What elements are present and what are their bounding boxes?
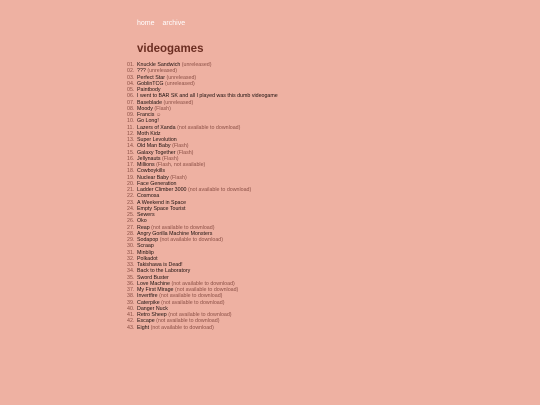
game-link[interactable]: Millions	[137, 162, 155, 168]
game-link[interactable]: I went to BAR SK and all I played was this dumb videogame	[137, 93, 278, 100]
game-link[interactable]: Go Long!	[137, 118, 159, 125]
item-number: 33.	[127, 262, 135, 268]
game-link[interactable]: Scraap	[137, 243, 154, 250]
game-link[interactable]: Reap	[137, 224, 150, 231]
game-link[interactable]: Caterpike	[137, 299, 160, 306]
item-number: 06.	[127, 93, 135, 100]
game-link[interactable]: Love Machine	[137, 280, 170, 287]
game-link[interactable]: Francis	[137, 112, 155, 118]
game-link[interactable]: Galaxy Together	[137, 149, 176, 156]
game-link[interactable]: Escape	[137, 318, 155, 325]
game-note: (Flash)	[176, 149, 194, 156]
item-number: 13.	[127, 137, 135, 143]
nav-link-archive[interactable]: archive	[162, 20, 186, 27]
item-number: 03.	[127, 74, 135, 81]
game-link[interactable]: Paintbody	[137, 87, 161, 93]
game-link[interactable]: Nuclear Baby	[137, 174, 169, 181]
game-link[interactable]: Face Generation	[137, 180, 177, 187]
item-number: 37.	[127, 287, 135, 293]
item-number: 22.	[127, 193, 135, 200]
item-number: 19.	[127, 174, 135, 181]
item-number: 43.	[127, 324, 135, 331]
game-note: (unreleased)	[163, 99, 194, 106]
item-number: 09.	[127, 112, 135, 118]
game-note: (not available to download)	[151, 224, 215, 231]
item-number: 34.	[127, 268, 135, 275]
item-number: 04.	[127, 80, 135, 87]
item-number: 35.	[127, 274, 135, 281]
game-link[interactable]: Lazers of Xanda	[137, 124, 176, 131]
item-number: 36.	[127, 280, 135, 287]
item-number: 41.	[127, 312, 135, 318]
game-link[interactable]: Danger Nuck	[137, 305, 168, 312]
game-list	[127, 62, 278, 331]
game-link[interactable]: Polkadot	[137, 255, 158, 262]
item-number: 25.	[127, 212, 135, 218]
item-number: 39.	[127, 299, 135, 306]
game-note: (Flash)	[162, 155, 179, 162]
game-note: (unreleased)	[181, 62, 212, 68]
item-number: 32.	[127, 255, 135, 262]
item-number: 07.	[127, 99, 135, 106]
game-note: (Flash, not available)	[156, 162, 206, 168]
game-link[interactable]: Sword Buster	[137, 274, 169, 281]
list-item	[127, 325, 278, 331]
game-link[interactable]: Moth Kidz	[137, 130, 161, 137]
item-number: 05.	[127, 87, 135, 93]
game-link[interactable]: Invertfire	[137, 293, 158, 300]
game-link[interactable]: Super Levolution	[137, 137, 177, 143]
game-link[interactable]: Moody	[137, 105, 153, 112]
item-number: 01.	[127, 62, 135, 68]
game-link[interactable]: Oko	[137, 218, 147, 225]
item-number: 20.	[127, 180, 135, 187]
game-note: (not available to download)	[161, 299, 225, 306]
game-link[interactable]: Jellynauts	[137, 155, 161, 162]
item-number: 08.	[127, 105, 135, 112]
game-note: (unreleased)	[164, 80, 195, 87]
game-note: (not available to download)	[159, 237, 224, 243]
game-note: (Flash)	[154, 105, 171, 112]
item-number: 10.	[127, 118, 135, 125]
item-number: 31.	[127, 249, 135, 256]
game-link[interactable]: Knuckle Sandwich	[137, 62, 181, 68]
game-note: (unreleased)	[147, 68, 178, 75]
item-number: 15.	[127, 149, 135, 156]
item-number: 11.	[127, 124, 134, 131]
game-note: (not available to download)	[187, 187, 252, 193]
item-number: 38.	[127, 293, 135, 300]
item-number: 26.	[127, 218, 135, 225]
game-link[interactable]: Old Man Baby	[137, 143, 171, 150]
game-link[interactable]: GoblinTCG	[137, 80, 164, 87]
nav-link-home[interactable]: home	[137, 20, 155, 27]
item-number: 14.	[127, 143, 135, 150]
game-link[interactable]: Cosmosa	[137, 193, 160, 200]
item-number: 18.	[127, 168, 135, 175]
game-link[interactable]: Cowboykills	[137, 168, 165, 175]
page-title: videogames	[137, 43, 204, 55]
item-number: 16.	[127, 155, 135, 162]
item-number: 24.	[127, 205, 135, 212]
item-number: 17.	[127, 162, 135, 168]
game-note: ☺	[155, 112, 162, 118]
item-number: 42.	[127, 318, 135, 325]
game-note: (not available to download)	[159, 293, 223, 300]
game-note: (unreleased)	[166, 74, 197, 81]
game-link[interactable]: Baseblade	[137, 99, 163, 106]
item-number: 02.	[127, 68, 135, 75]
item-number: 29.	[127, 237, 135, 243]
game-link[interactable]: A Weekend in Space	[137, 199, 187, 206]
game-link[interactable]: My First Mirage	[137, 287, 174, 293]
top-nav	[137, 19, 185, 28]
game-link[interactable]: Angry Gorilla Machine Monsters	[137, 230, 213, 237]
game-link[interactable]: Empty Space Tourist	[137, 205, 186, 212]
item-number: 12.	[127, 130, 135, 137]
item-number: 30.	[127, 243, 135, 250]
game-note: (not available to download)	[171, 280, 235, 287]
game-link[interactable]: Minblip	[137, 249, 154, 256]
game-link[interactable]: Sodapop	[137, 237, 159, 243]
item-number: 40.	[127, 305, 135, 312]
game-link[interactable]: ???	[137, 68, 146, 75]
item-number: 23.	[127, 199, 135, 206]
game-note: (not available to download)	[174, 287, 239, 293]
game-link[interactable]: Sewers	[137, 212, 155, 218]
item-number: 28.	[127, 230, 135, 237]
game-link[interactable]: Perfect Star	[137, 74, 165, 81]
game-link[interactable]: Retro Sheep	[137, 312, 167, 318]
game-note: (not available to download)	[156, 318, 220, 325]
game-link[interactable]: Ladder Climber 3000	[137, 187, 187, 193]
game-note: (Flash)	[172, 143, 189, 150]
game-link[interactable]: Back to the Laboratory	[137, 268, 191, 275]
item-number: 21.	[127, 187, 135, 193]
game-link[interactable]: Eight	[137, 324, 150, 331]
game-note: (not available to download)	[168, 312, 232, 318]
game-note: (not available to download)	[150, 324, 214, 331]
game-note: (not available to download)	[177, 124, 241, 131]
game-note: (Flash)	[170, 174, 187, 181]
item-number: 27.	[127, 224, 135, 231]
game-link[interactable]: Takishawa is Dead!	[137, 262, 183, 268]
